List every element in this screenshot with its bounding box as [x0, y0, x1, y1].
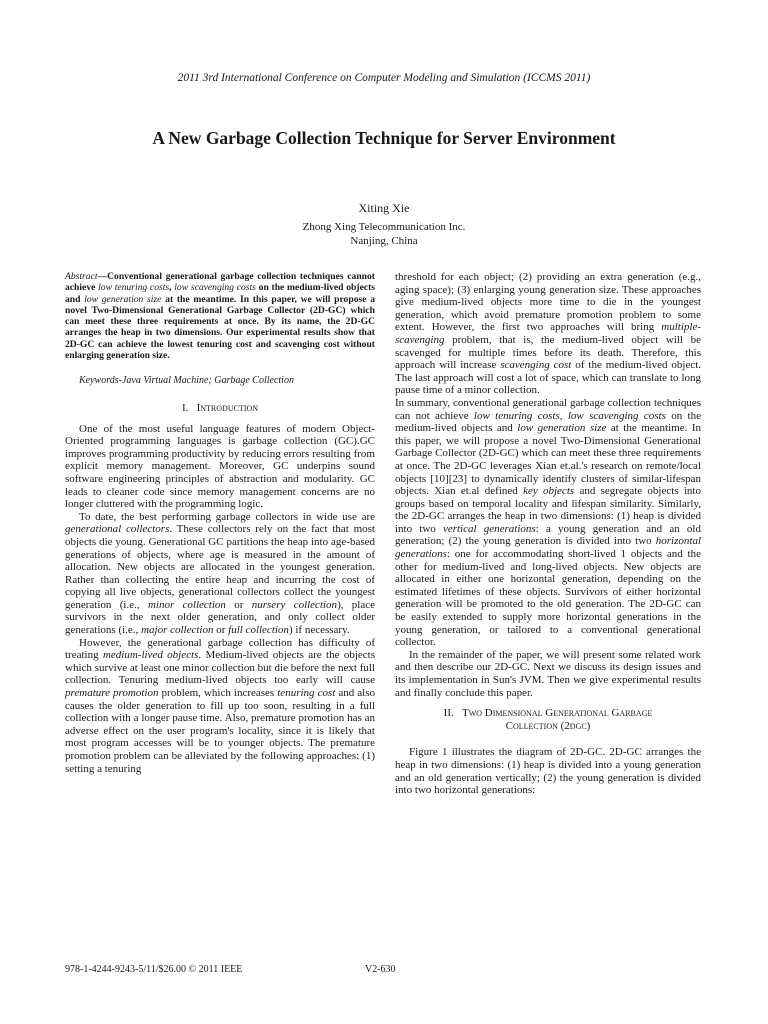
author-location: Nanjing, China	[350, 235, 418, 247]
section-heading-introduction: I. Introduction	[181, 401, 259, 414]
author-name: Xiting Xie	[358, 201, 410, 215]
right-paragraph-2: In summary, conventional generational garbage collection techniques can not achieve low tenuring costs, low scavenging costs on the medium-lived objects and low generation size at the meantime. In this paper, we will propose a novel Two-Dimensional Generational Garbage Collector (2D-GC) which can meet these three requirements at once. The 2D-GC leverages Xian et.al.'s research on remote/local objects [10][23] to dynamically identify clusters of similar-lifespan objects. Xian et.al defined key objects and segregate objects into groups based on temporal locality and lifespan similarity. Similarly, the 2D-GC arranges the heap in two dimensions: (1) heap is divided into two vertical generations: a young generation and an old generation; (2) the young generation is divided into two horizontal generations: one for accommodating short-lived 1 objects and the other for medium-lived and long-lived objects. New objects are allocated in either one horizontal generation, depending on the estimated lifetimes of these objects. Survivors of either horizontal generation will be promoted to the old generation. The 2D-GC can be easily extended to supply more horizontal generations in the young generation, or tailored to a conventional generational collector.	[395, 396, 701, 649]
abstract: Abstract—Conventional generational garbage collection techniques cannot achieve low tenuring costs, low scavenging costs on the medium-lived objects and low generation size at the meantime. In this paper, we will propose a novel Two-Dimensional Generational Garbage Collector (2D-GC) which can meet these three requirements at once. By its name, the 2D-GC arranges the heap in two dimensions. Our experimental results show that 2D-GC can achieve the lowest tenuring cost and scavenging cost without enlarging generation size.	[65, 271, 376, 362]
author-affiliation: Zhong Xing Telecommunication Inc.	[302, 221, 466, 233]
right-paragraph-1: threshold for each object; (2) providing an extra generation (e.g., aging space); (3) enlarging young generation size. These approaches give medium-lived objects more time to die in the youngest generation, which avoid premature promotion problem to some extent. However, the first two approaches will bring multiple-scavenging problem, that is, the medium-lived object will be scavenged for multiple times before its death. Therefore, this approach will increase scavenging cost of the medium-lived object. The last approach will cost a lot of space, which can translate to long pause time of a minor collection.	[395, 271, 702, 397]
footer-page-number: V2-630	[365, 964, 396, 975]
right-column	[395, 271, 701, 797]
keywords: Keywords-Java Virtual Machine; Garbage Collection	[79, 375, 294, 387]
left-column	[65, 271, 375, 775]
intro-paragraph-2: To date, the best performing garbage collectors in wide use are generational collectors. These collectors rely on the fact that most objects die young. Generational GC partitions the heap into age-based generations of objects, where age is measured in the amount of allocation. New objects are allocated in the youngest generation. Rather than collecting the entire heap and incurring the cost of copying all live objects, generational collectors collect the youngest generation (i.e., minor collection or nursery collection), place survivors in the next older generation, and only collect older generations (i.e., major collection or full collection) if necessary.	[65, 510, 376, 637]
paper-title: A New Garbage Collection Technique for Server Environment	[152, 128, 616, 148]
right-paragraph-3: In the remainder of the paper, we will present some related work and then describe our 2D-GC. Next we discuss its design issues and its implementation in Sun's JVM. Then we give experimental results and finally conclude this paper.	[395, 648, 701, 699]
conference-header: 2011 3rd International Conference on Computer Modeling and Simulation (ICCMS 2011)	[177, 72, 591, 84]
intro-paragraph-3: However, the generational garbage collection has difficulty of treating medium-lived objects. Medium-lived objects are the objects which survive at least one minor collection but die before the next full collection. Tenuring medium-lived objects too early will cause premature promotion problem, which increases tenuring cost and also causes the older generation to fill up too soon, resulting in a full collection with a longer pause time. Also, premature promotion has an adverse effect on the user program's locality, since it is likely that most program accesses will be to younger objects. The premature promotion problem can be alleviated by the following approaches: (1) setting a tenuring	[65, 636, 375, 775]
right-paragraph-4: Figure 1 illustrates the diagram of 2D-GC. 2D-GC arranges the heap in two dimensions: (1) heap is divided into a young generation and an old generation vertically; (2) the young generation is divided into two horizontal generations:	[395, 746, 701, 797]
section-heading-2dgc: II. Two Dimensional Generational Garbage Collection (2dgc)	[443, 707, 653, 732]
abstract-label: Abstract	[65, 271, 98, 282]
footer-isbn: 978-1-4244-9243-5/11/$26.00 © 2011 IEEE	[65, 964, 243, 975]
intro-paragraph-1: One of the most useful language features of modern Object-Oriented programming languages is garbage collection (GC).GC improves programming productivity by reducing errors resulting from explicit memory management. Moreover, GC underpins sound software engineering principles of abstraction and modularity. GC leads to cleaner code since memory management concerns are no longer cluttered with the programming logic.	[65, 422, 375, 511]
